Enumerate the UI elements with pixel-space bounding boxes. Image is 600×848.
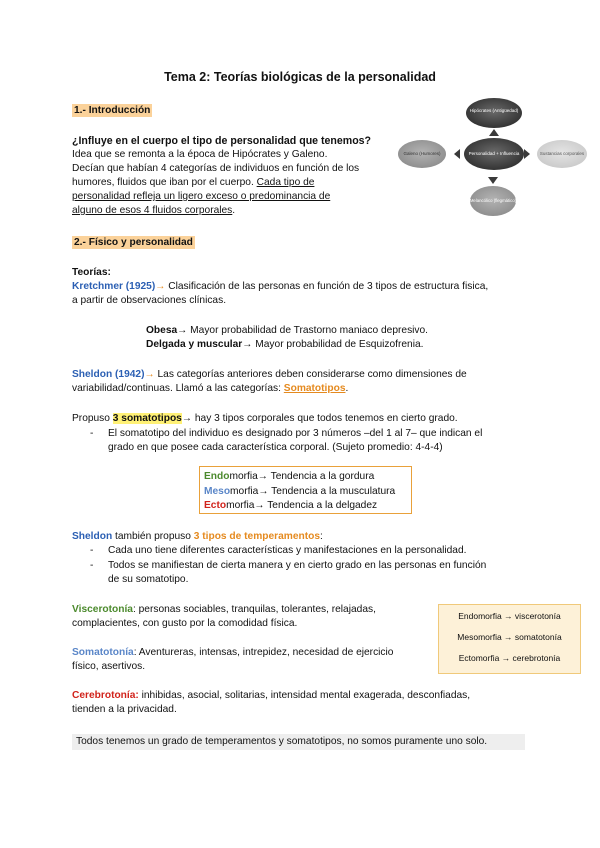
bullet2-line: Cada uno tiene diferentes características y manifestaciones en la personalidad.: [108, 545, 467, 556]
diagram-label-top: Hipócrates (Antigüedad): [469, 108, 519, 113]
somatotipos-word: Somatotipos: [283, 383, 346, 394]
diagram-label-right: Sustancias corporales: [539, 151, 585, 156]
sheldon-text: Las categorías anteriores deben considerarse como dimensiones de: [154, 369, 467, 380]
intro-line-3b: Cada tipo de: [256, 177, 315, 188]
viscerotonia-name: Viscerotonía: [72, 604, 133, 615]
box-row-meso: [204, 485, 407, 500]
humors-diagram: [398, 96, 588, 218]
sheldon-line-2: [72, 382, 348, 396]
obesa-line: [146, 324, 428, 338]
bullet-dash: -: [90, 545, 94, 556]
bullet-dash: -: [90, 428, 94, 439]
propuso-line: [72, 412, 458, 426]
bullet1-line-2: grado en que posee cada característica corporal. (Sujeto promedio: 4-4-4): [108, 442, 443, 453]
mapping-row: Mesomorfia → somatotonía: [457, 632, 562, 642]
heading-text: 2.- Físico y personalidad: [74, 237, 193, 248]
propuso-a: Propuso: [72, 413, 113, 424]
box-rest: morfia→ Tendencia a la musculatura: [230, 485, 396, 497]
sheldon2-line: [72, 530, 323, 544]
temperamentos-word: 3 tipos de temperamentos: [193, 531, 320, 542]
cerebrotonia-name: Cerebrotonía:: [72, 690, 139, 701]
section-heading-fisico: [72, 236, 195, 250]
diagram-label-center: Personalidad + Influencia: [468, 151, 520, 156]
box-row-ecto: [204, 499, 407, 514]
propuso-c: → hay 3 tipos corporales que todos tenemos en cierto grado.: [181, 413, 458, 424]
somatotonia-name: Somatotonía: [72, 647, 134, 658]
diagram-label-left: Galeno (Humores): [403, 151, 441, 156]
delgada-text: → Mayor probabilidad de Esquizofrenia.: [242, 339, 424, 350]
intro-line-4: personalidad refleja un ligero exceso o predominancia de: [72, 191, 331, 202]
somatotonia-line-1: [72, 646, 393, 660]
intro-line-1: Idea que se remonta a la época de Hipócrates y Galeno.: [72, 149, 328, 160]
viscerotonia-text: : personas sociables, tranquilas, tolerantes, relajadas,: [132, 604, 376, 615]
viscerotonia-line-1: [72, 603, 376, 617]
somatotonia-text: : Aventureras, intensas, intrepidez, necesidad de ejercicio: [133, 647, 394, 658]
mapping-row: Ectomorfia → cerebrotonía: [458, 653, 561, 663]
cerebrotonia-text: inhibidas, asocial, solitarias, intensidad mental exagerada, desconfiadas,: [138, 690, 471, 701]
arrow-icon: →: [144, 369, 155, 380]
kretchmer-text: Clasificación de las personas en función de 3 tipos de estructura fisica,: [165, 281, 489, 292]
box-rest: morfia→ Tendencia a la gordura: [229, 471, 375, 482]
kretchmer-line-2: a partir de observaciones clínicas.: [72, 295, 227, 306]
intro-line-2: Decían que habían 4 categorías de individuos en función de los: [72, 163, 360, 174]
section-heading-intro: [72, 104, 152, 118]
intro-line-5-end: .: [232, 205, 236, 216]
bullet3-line-1: Todos se manifiestan de cierta manera y en cierto grado en las personas en función: [108, 560, 487, 571]
intro-question: ¿Influye en el cuerpo el tipo de personalidad que tenemos?: [72, 135, 372, 147]
intro-line-3a: humores, fluidos que iban por el cuerpo.: [72, 177, 257, 188]
intro-line-5-text: alguno de esos 4 fluidos corporales: [72, 205, 233, 216]
somatotipos-box: [199, 466, 412, 514]
bullet1-line-1: El somatotipo del individuo es designado por 3 números –del 1 al 7– que indican el: [108, 428, 483, 439]
bullet3-line-2: de su somatotipo.: [108, 574, 189, 585]
teorias-label: Teorías:: [72, 267, 111, 278]
cerebrotonia-line-2: tienden a la privacidad.: [72, 704, 177, 715]
sheldon-text-2: variabilidad/continuas. Llamó a las categorías:: [72, 383, 284, 394]
diagram-node-top: [466, 98, 522, 128]
obesa-text: → Mayor probabilidad de Trastorno maniaco depresivo.: [177, 325, 429, 336]
diagram-label-bottom: Melancólico (flegmático): [469, 198, 517, 203]
viscerotonia-line-2: complacientes, con gusto por la comodidad física.: [72, 618, 298, 629]
sheldon-name: Sheldon (1942): [72, 369, 145, 380]
sheldon-line-1: [72, 368, 467, 382]
arrow-left-icon: [454, 149, 460, 159]
cerebrotonia-line-1: [72, 689, 470, 703]
somatotonia-line-2: físico, asertivos.: [72, 661, 146, 672]
delgada-line: [146, 338, 423, 352]
box-rest: morfia→ Tendencia a la delgadez: [226, 500, 378, 511]
bullet-dash: -: [90, 560, 94, 571]
intro-line-3: [72, 176, 314, 190]
sheldon-text-2-end: .: [345, 383, 349, 394]
page-title: Tema 2: Teorías biológicas de la personalidad: [164, 70, 436, 84]
heading-text: 1.- Introducción: [74, 105, 151, 116]
closing-statement: Todos tenemos un grado de temperamentos y somatotipos, no somos puramente uno solo.: [76, 736, 488, 747]
propuso-b: 3 somatotipos: [112, 413, 182, 424]
arrow-icon: →: [155, 281, 166, 292]
sheldon2-text: también propuso: [112, 531, 194, 542]
sheldon2-name: Sheldon: [72, 531, 113, 542]
obesa-label: Obesa: [146, 325, 178, 336]
arrow-right-icon: [524, 149, 530, 159]
delgada-label: Delgada y muscular: [146, 339, 243, 350]
arrow-up-icon: [489, 129, 499, 136]
box-prefix: Endo: [204, 471, 230, 482]
mapping-box: [438, 604, 581, 674]
kretchmer-line-1: [72, 280, 488, 294]
box-row-endo: [204, 470, 407, 485]
sheldon2-end: :: [320, 531, 323, 542]
box-prefix: Meso: [204, 485, 231, 497]
intro-line-5: [72, 204, 235, 218]
kretchmer-name: Kretchmer (1925): [72, 281, 156, 292]
arrow-down-icon: [488, 177, 498, 184]
mapping-row: Endomorfia → viscerotonía: [458, 611, 561, 621]
box-prefix: Ecto: [204, 500, 227, 511]
